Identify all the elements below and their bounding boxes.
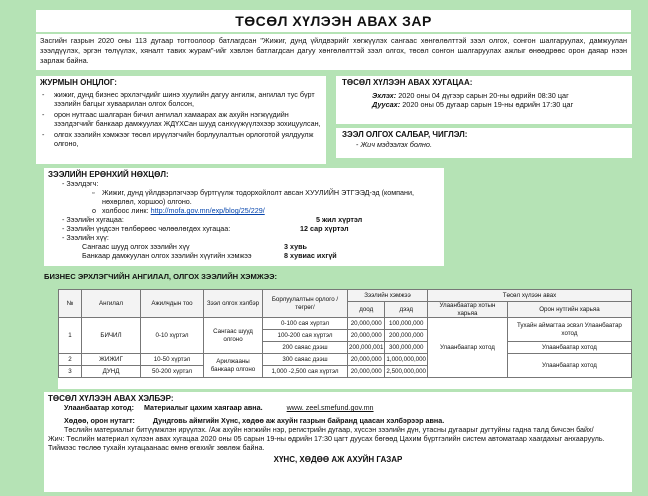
rate-direct-value: 3 хувь	[284, 242, 307, 251]
ub-label: Улаанбаатар хотод:	[64, 403, 134, 412]
grace-value: 12 сар хүртэл	[300, 224, 349, 233]
loan-table-panel	[58, 289, 632, 389]
rural-label: Хөдөө, орон нутагт:	[64, 416, 135, 425]
cell-max: 100,000,000	[385, 318, 428, 330]
rate-direct-row	[48, 242, 440, 251]
list-item: - олгох зээлийн хэмжээг төсөл ирүүлэгчийн борлуулалтын орлоготой уялдуулж олгоно,	[54, 130, 322, 149]
cell-rural: Тухайн аймагтаа эсвэл Улаанбаатар хотод	[507, 318, 631, 342]
cell-sales: 200 саяас дээш	[263, 342, 348, 354]
borrower-label: - Зээлдэгч:	[62, 179, 99, 188]
sector-item-text: Жич мэдээлэх болно.	[360, 139, 433, 149]
cell-class: БИЧИЛ	[82, 318, 141, 354]
cell-max: 2,500,000,000	[385, 366, 428, 378]
sector-item: - Жич мэдээлэх болно.	[356, 139, 433, 149]
rate-bank-label: Банкаар дамжуулан олгох зээлийн хүүгийн хэмжээ	[82, 251, 252, 260]
procedure-section	[36, 76, 326, 164]
grace-label: Зээлийн үндсэн төлбөрөөс чөлөөлөгдөх хугацаа:	[66, 224, 231, 233]
cell-sales: 100-200 сая хүртэл	[263, 330, 348, 342]
cell-no: 1	[59, 318, 82, 354]
start-label: Эхлэх:	[372, 90, 397, 100]
loan-table	[58, 289, 632, 378]
table-row	[59, 318, 632, 330]
apply-ub-row	[48, 403, 628, 412]
cell-min: 20,000,000	[348, 354, 385, 366]
col-channel: Зээл олгох хэлбэр	[204, 290, 263, 318]
cell-ub: Улаанбаатар хотод	[428, 318, 508, 378]
time-end	[342, 100, 626, 110]
borrower-desc-text: Жижиг, дунд үйлдвэрлэгчээр бүртгүүлж тодорхойлолт авсан ХУУЛИЙН ЭТГЭЭД-эд (компани, нөхөрлөл, хоршоо) олгоно.	[102, 188, 415, 206]
end-value: 2020 оны 05 дугаар сарын 19-ны өдрийн 17:30 цаг	[402, 100, 574, 109]
cell-max: 300,000,000	[385, 342, 428, 354]
col-sales: Борлуулалтын орлого /төгрөг/	[263, 290, 348, 318]
intro-paragraph: Засгийн газрын 2020 оны 113 дугаар тогтоолоор батлагдсан "Жижиг, дунд үйлдвэрийг хөгжүүлэх сангаас хөнгөлөлттэй зээл олгох, сонгон шалгаруулах, дамжуулан зээлдүүлэх, эргэн төлүүлэх, хяналт тавих журам"-ийг хэвлэн батлагдсан дагуу хөнгөлөлттэй зээл олгох, төсөл сонгон шалгаруулах ажлыг өнөөдрөөс орон даяар нээн зарлаж байна.	[36, 34, 631, 70]
cell-no: 2	[59, 354, 82, 366]
cell-min: 20,000,000	[348, 366, 385, 378]
apply-rural-row	[48, 416, 628, 425]
cell-no: 3	[59, 366, 82, 378]
sector-heading: ЗЭЭЛ ОЛГОХ САЛБАР, ЧИГЛЭЛ:	[342, 130, 468, 139]
grace-row: - Зээлийн үндсэн төлбөрөөс чөлөөлөгдөх хугацаа: 12 сар хүртэл	[62, 224, 349, 233]
col-class: Ангилал	[82, 290, 141, 318]
cell-staff: 50-200 хүртэл	[141, 366, 204, 378]
cell-min: 200,000,001	[348, 342, 385, 354]
cell-max: 200,000,000	[385, 330, 428, 342]
term-value: 5 жил хүртэл	[316, 215, 363, 224]
link-row: o холбоос линк: http://mofa.gov.mn/exp/blog/25/229/	[92, 206, 265, 215]
col-min: доод	[348, 302, 385, 318]
business-heading: БИЗНЕС ЭРХЛЭГЧИЙН АНГИЛАЛ, ОЛГОХ ЗЭЭЛИЙН ХЭМЖЭЭ:	[44, 272, 278, 281]
mofa-link[interactable]: http://mofa.gov.mn/exp/blog/25/229/	[150, 206, 265, 215]
end-label: Дуусах:	[372, 100, 401, 109]
cell-class: ДУНД	[82, 366, 141, 378]
cell-sales: 1,000 -2,500 сая хүртэл	[263, 366, 348, 378]
conditions-section	[44, 168, 444, 266]
col-rural: Орон нутгийн харьяа	[507, 302, 631, 318]
rate-bank-row	[48, 251, 440, 260]
ub-text: Материалыг цахим хаягаар авна.	[143, 403, 263, 412]
cell-min: 20,000,000	[348, 330, 385, 342]
term-row: - Зээлийн хугацаа: 5 жил хүртэл	[62, 215, 363, 224]
rural-note: Төслийн материалыг битүүмжлэн ирүүлэх. /Аж ахуйн нэгжийн нэр, регистрийн дугаар, хүссэн зээлийн дүн, утасны дугаарыг дугтуйны гадна талд бичсэн байх/	[64, 425, 594, 434]
rate-bank-value: 8 хувиас ихгүй	[284, 251, 337, 260]
apply-section	[44, 392, 632, 492]
cell-staff: 0-10 хүртэл	[141, 318, 204, 354]
rural-text: Дундговь аймгийн Хүнс, хөдөө аж ахуйн газрын байранд цаасан хэлбэрээр авна.	[152, 416, 445, 425]
borrower-label-text: Зээлдэгч:	[66, 179, 99, 188]
cell-rural: Улаанбаатар хотод	[507, 342, 631, 354]
procedure-heading: ЖУРМЫН ОНЦЛОГ:	[40, 78, 117, 87]
term-label: Зээлийн хугацаа:	[66, 215, 124, 224]
col-no: №	[59, 290, 82, 318]
deadline-note: Жич: Төслийн материал хүлээн авах хугацаа 2020 оны 05 сарын 19-ны өдрийн 17:30 цагт дуусах бөгөөд Цахим бүртгэлийн систем автоматаар хаагдахыг анхаарууль. Тиймээс төслөө тухайн хугацаанаас өмнө өгөхийг зөвлөж байна.	[48, 434, 605, 452]
time-start	[342, 91, 626, 101]
cell-sales: 0-100 сая хүртэл	[263, 318, 348, 330]
list-item: - жижиг, дунд бизнес эрхлэгчдийг шинэ хуулийн дагуу ангилж, ангилал тус бүрт зээлийн багцыг хуваарилан олгох болсон,	[54, 90, 322, 109]
time-section	[336, 76, 632, 124]
col-staff: Ажилчдын тоо	[141, 290, 204, 318]
cell-staff: 10-50 хүртэл	[141, 354, 204, 366]
table-header-row	[59, 290, 632, 302]
col-max: дээд	[385, 302, 428, 318]
cell-class: ЖИЖИГ	[82, 354, 141, 366]
procedure-list	[40, 90, 322, 149]
cell-sales: 300 саяас дээш	[263, 354, 348, 366]
start-value: 2020 оны 04 дүгээр сарын 20-ны өдрийн 08:30 цаг	[398, 90, 569, 100]
borrower-desc: ▫ Жижиг, дунд үйлдвэрлэгчээр бүртгүүлж тодорхойлолт авсан ХУУЛИЙН ЭТГЭЭД-эд (компани, нөхөрлөл, хоршоо) олгоно.	[92, 188, 415, 206]
list-item: - орон нутгаас шалгаран бичил ангилал хамаарах аж ахуйн нэгжүүдийн зээлдэгчийг банкаар дамжуулах ЖДҮХСан шууд санхүүжүүлэхээр зохицуулсан,	[54, 110, 322, 129]
rate-direct-label: Сангаас шууд олгох зээлийн хүү	[82, 242, 190, 251]
apply-heading: ТӨСӨЛ ХҮЛЭЭН АВАХ ХЭЛБЭР:	[48, 394, 174, 403]
page-title: ТӨСӨЛ ХҮЛЭЭН АВАХ ЗАР	[36, 10, 631, 32]
cell-rural: Улаанбаатар хотод	[507, 354, 631, 378]
rate-row: - Зээлийн хүү:	[62, 233, 109, 242]
time-heading: ТӨСӨЛ ХҮЛЭЭН АВАХ ХУГАЦАА:	[342, 78, 473, 87]
link-label: холбоос линк:	[102, 206, 149, 215]
smefund-link[interactable]: www. zeel.smefund.gov.mn	[286, 403, 374, 412]
cell-channel: Арилжааны банкаар олгоно	[204, 354, 263, 378]
rate-label: Зээлийн хүү:	[66, 233, 109, 242]
sector-section	[336, 128, 632, 158]
col-receive: Төсөл хүлээн авах	[428, 290, 632, 302]
cell-min: 20,000,000	[348, 318, 385, 330]
footer-org: ХҮНС, ХӨДӨӨ АЖ АХУЙН ГАЗАР	[273, 455, 403, 464]
conditions-heading: ЗЭЭЛИЙН ЕРӨНХИЙ НӨХЦӨЛ:	[48, 170, 169, 179]
col-amount: Зээлийн хэмжээ	[348, 290, 428, 302]
table-row	[59, 354, 632, 366]
cell-channel: Сангаас шууд олгоно	[204, 318, 263, 354]
col-ub: Улаанбаатар хотын харьяа	[428, 302, 508, 318]
cell-max: 1,000,000,000	[385, 354, 428, 366]
